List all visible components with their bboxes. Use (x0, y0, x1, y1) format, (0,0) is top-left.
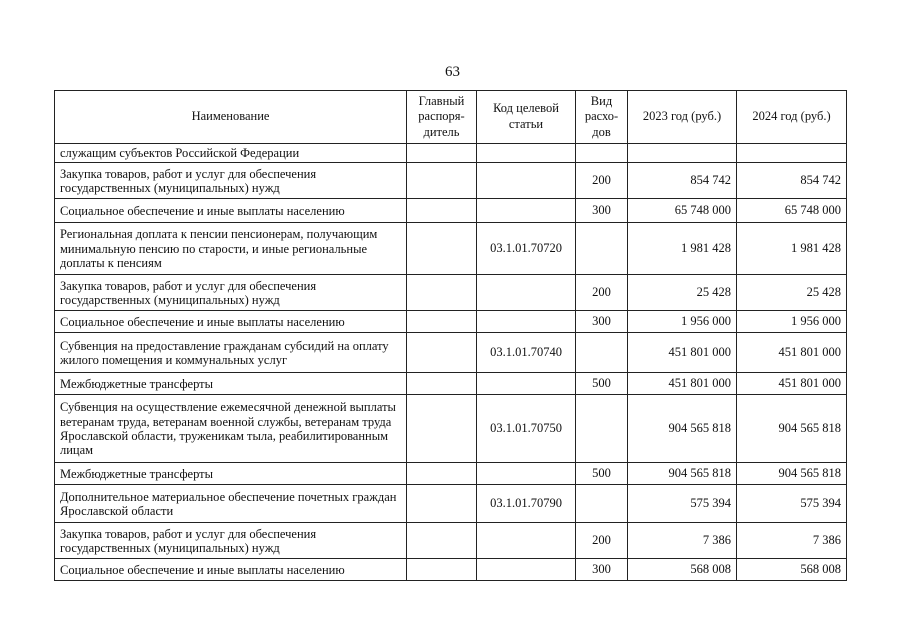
cell-2023: 7 386 (628, 523, 737, 559)
cell-name: Социальное обеспечение и иные выплаты населению (55, 199, 407, 223)
cell-name: Дополнительное материальное обеспечение почетных граждан Ярославской области (55, 485, 407, 523)
cell-name: Закупка товаров, работ и услуг для обеспечения государственных (муниципальных) нужд (55, 163, 407, 199)
cell-name: Закупка товаров, работ и услуг для обеспечения государственных (муниципальных) нужд (55, 275, 407, 311)
cell-2023: 904 565 818 (628, 395, 737, 463)
cell-expense-type: 200 (576, 523, 628, 559)
cell-admin (407, 199, 477, 223)
cell-2024: 854 742 (737, 163, 847, 199)
table-row (55, 523, 847, 559)
cell-2024: 1 981 428 (737, 223, 847, 275)
cell-admin (407, 559, 477, 581)
budget-table (54, 90, 847, 581)
cell-expense-type: 300 (576, 559, 628, 581)
cell-target-code (477, 275, 576, 311)
cell-name: Закупка товаров, работ и услуг для обеспечения государственных (муниципальных) нужд (55, 523, 407, 559)
cell-2023: 904 565 818 (628, 463, 737, 485)
table-row (55, 144, 847, 163)
cell-admin (407, 463, 477, 485)
cell-name: Субвенция на предоставление гражданам субсидий на оплату жилого помещения и коммунальных услуг (55, 333, 407, 373)
table-row (55, 275, 847, 311)
cell-2024: 904 565 818 (737, 463, 847, 485)
cell-expense-type: 300 (576, 199, 628, 223)
cell-2024: 65 748 000 (737, 199, 847, 223)
cell-expense-type (576, 144, 628, 163)
cell-2024: 1 956 000 (737, 311, 847, 333)
cell-name: Межбюджетные трансферты (55, 373, 407, 395)
cell-expense-type: 300 (576, 311, 628, 333)
cell-target-code (477, 163, 576, 199)
cell-expense-type: 200 (576, 163, 628, 199)
cell-admin (407, 223, 477, 275)
cell-2023: 25 428 (628, 275, 737, 311)
page-number: 63 (445, 64, 460, 80)
cell-expense-type (576, 223, 628, 275)
cell-target-code (477, 559, 576, 581)
cell-2024: 25 428 (737, 275, 847, 311)
cell-target-code: 03.1.01.70750 (477, 395, 576, 463)
cell-target-code (477, 523, 576, 559)
cell-name: Межбюджетные трансферты (55, 463, 407, 485)
cell-name: Социальное обеспечение и иные выплаты населению (55, 311, 407, 333)
cell-expense-type (576, 333, 628, 373)
cell-2024: 575 394 (737, 485, 847, 523)
table-header-row (55, 91, 847, 144)
cell-expense-type (576, 485, 628, 523)
header-name: Наименование (55, 91, 407, 144)
header-expense-type: Вид расхо-дов (576, 91, 628, 144)
header-admin: Главный распоря-дитель (407, 91, 477, 144)
cell-name: служащим субъектов Российской Федерации (55, 144, 407, 163)
cell-target-code (477, 373, 576, 395)
cell-2023: 65 748 000 (628, 199, 737, 223)
cell-name: Региональная доплата к пенсии пенсионерам, получающим минимальную пенсию по старости, и иные региональные доплаты к пенсиям (55, 223, 407, 275)
cell-target-code (477, 199, 576, 223)
table-row (55, 199, 847, 223)
cell-target-code (477, 144, 576, 163)
cell-admin (407, 311, 477, 333)
cell-2023: 854 742 (628, 163, 737, 199)
cell-2023: 568 008 (628, 559, 737, 581)
table-row (55, 163, 847, 199)
cell-target-code: 03.1.01.70720 (477, 223, 576, 275)
cell-2024: 451 801 000 (737, 333, 847, 373)
cell-expense-type: 200 (576, 275, 628, 311)
header-2023: 2023 год (руб.) (628, 91, 737, 144)
cell-2024 (737, 144, 847, 163)
cell-2023 (628, 144, 737, 163)
cell-admin (407, 333, 477, 373)
table-row (55, 223, 847, 275)
cell-expense-type: 500 (576, 373, 628, 395)
table-row (55, 333, 847, 373)
table-row (55, 395, 847, 463)
cell-2023: 451 801 000 (628, 333, 737, 373)
table-row (55, 311, 847, 333)
cell-2024: 451 801 000 (737, 373, 847, 395)
cell-name: Субвенция на осуществление ежемесячной денежной выплаты ветеранам труда, ветеранам военной службы, ветеранам труда Ярославской области, труженикам тыла, реабилитированным лицам (55, 395, 407, 463)
cell-2024: 568 008 (737, 559, 847, 581)
cell-admin (407, 485, 477, 523)
cell-expense-type (576, 395, 628, 463)
cell-admin (407, 275, 477, 311)
cell-admin (407, 373, 477, 395)
header-2024: 2024 год (руб.) (737, 91, 847, 144)
header-target-code: Код целевой статьи (477, 91, 576, 144)
cell-target-code: 03.1.01.70740 (477, 333, 576, 373)
cell-admin (407, 144, 477, 163)
cell-2023: 575 394 (628, 485, 737, 523)
table-row (55, 463, 847, 485)
cell-2023: 1 981 428 (628, 223, 737, 275)
cell-expense-type: 500 (576, 463, 628, 485)
table-row (55, 373, 847, 395)
cell-2024: 904 565 818 (737, 395, 847, 463)
cell-target-code (477, 463, 576, 485)
cell-admin (407, 163, 477, 199)
table-row (55, 559, 847, 581)
cell-2023: 1 956 000 (628, 311, 737, 333)
cell-name: Социальное обеспечение и иные выплаты населению (55, 559, 407, 581)
cell-admin (407, 395, 477, 463)
cell-admin (407, 523, 477, 559)
cell-2023: 451 801 000 (628, 373, 737, 395)
cell-2024: 7 386 (737, 523, 847, 559)
cell-target-code (477, 311, 576, 333)
table-row (55, 485, 847, 523)
cell-target-code: 03.1.01.70790 (477, 485, 576, 523)
